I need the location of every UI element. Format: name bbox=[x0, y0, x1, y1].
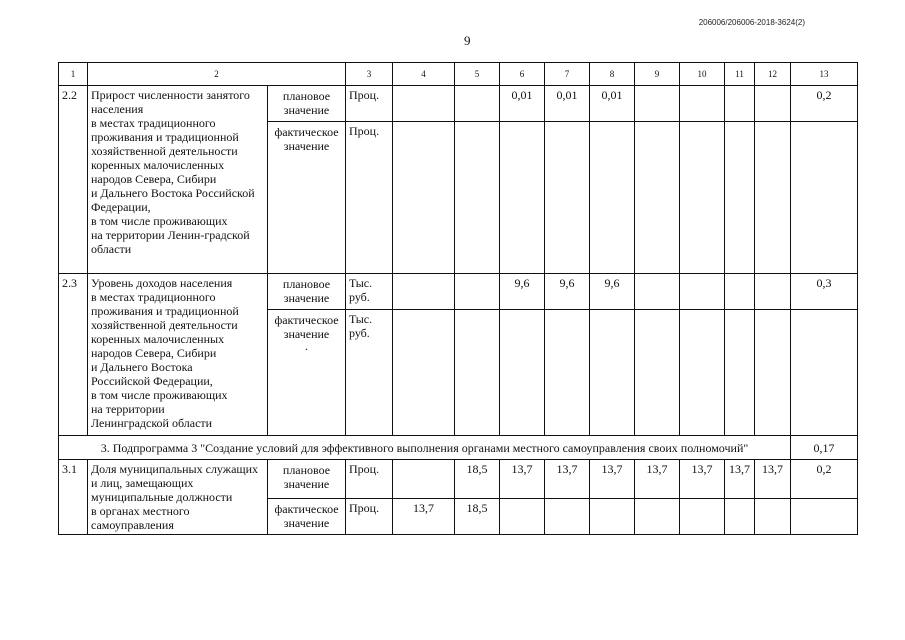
table-row bbox=[59, 86, 858, 122]
subprogram-row bbox=[59, 436, 858, 460]
value-cell bbox=[635, 274, 680, 310]
value-cell bbox=[455, 310, 500, 436]
value-cell bbox=[725, 122, 755, 274]
value-cell bbox=[393, 274, 455, 310]
row-number: 3.1 bbox=[59, 460, 88, 535]
indicator-name: Прирост численности занятого населения в местах традиционного проживания и традиционной хозяйственной деятельности коренных малочисленных народов Севера, Сибири и Дальнего Востока Российской Федерации, в том числе проживающих на территории Ленин-градской области bbox=[88, 86, 268, 274]
value-cell: 0,01 bbox=[545, 86, 590, 122]
fact-label-cell bbox=[268, 498, 346, 534]
value-cell bbox=[500, 122, 545, 274]
value-cell bbox=[635, 498, 680, 534]
value-cell bbox=[500, 498, 545, 534]
value-cell bbox=[393, 310, 455, 436]
value-cell bbox=[680, 274, 725, 310]
value-cell bbox=[500, 310, 545, 436]
value-cell bbox=[590, 498, 635, 534]
value-cell bbox=[455, 122, 500, 274]
value-cell: 13,7 bbox=[393, 498, 455, 534]
subprogram-total: 0,17 bbox=[791, 436, 858, 460]
header-row bbox=[59, 63, 858, 86]
plan-label: плановое значение bbox=[268, 274, 346, 310]
column-header: 5 bbox=[455, 63, 500, 86]
value-cell bbox=[455, 274, 500, 310]
value-cell bbox=[590, 310, 635, 436]
plan-label: плановое значение bbox=[268, 460, 346, 499]
value-cell: 13,7 bbox=[680, 460, 725, 499]
indicator-name: Доля муниципальных служащих и лиц, замещающих муниципальные должности в органах местного самоуправления bbox=[88, 460, 268, 535]
value-cell bbox=[545, 310, 590, 436]
value-cell: 9,6 bbox=[590, 274, 635, 310]
column-header: 8 bbox=[590, 63, 635, 86]
value-cell: 9,6 bbox=[545, 274, 590, 310]
total-cell: 0,2 bbox=[791, 460, 858, 499]
indicator-name: Уровень доходов населения в местах традиционного проживания и традиционной хозяйственной деятельности коренных малочисленных народов Севера, Сибири и Дальнего Востока Российской Федерации, в том числе проживающих на территории Ленинградской области bbox=[88, 274, 268, 436]
total-cell bbox=[791, 310, 858, 436]
column-header: 11 bbox=[725, 63, 755, 86]
value-cell bbox=[680, 498, 725, 534]
value-cell bbox=[393, 86, 455, 122]
value-cell bbox=[725, 310, 755, 436]
column-header: 12 bbox=[755, 63, 791, 86]
value-cell: 18,5 bbox=[455, 498, 500, 534]
value-cell: 13,7 bbox=[725, 460, 755, 499]
total-cell: 0,2 bbox=[791, 86, 858, 122]
unit-cell: Проц. bbox=[346, 86, 393, 122]
unit-cell: Проц. bbox=[346, 498, 393, 534]
table-row bbox=[59, 274, 858, 310]
value-cell: 13,7 bbox=[500, 460, 545, 499]
value-cell bbox=[755, 122, 791, 274]
fact-mark: . bbox=[305, 339, 308, 353]
value-cell bbox=[680, 86, 725, 122]
value-cell bbox=[755, 310, 791, 436]
plan-label: плановое значение bbox=[268, 86, 346, 122]
value-cell bbox=[680, 122, 725, 274]
value-cell: 13,7 bbox=[635, 460, 680, 499]
table-row bbox=[59, 460, 858, 499]
fact-label: фактическое значение bbox=[274, 313, 339, 341]
value-cell: 18,5 bbox=[455, 460, 500, 499]
fact-label: фактическое значение bbox=[274, 125, 339, 153]
fact-label: фактическое значение bbox=[274, 501, 339, 530]
value-cell bbox=[545, 122, 590, 274]
value-cell bbox=[635, 86, 680, 122]
value-cell: 0,01 bbox=[590, 86, 635, 122]
total-cell bbox=[791, 122, 858, 274]
column-header: 1 bbox=[59, 63, 88, 86]
value-cell bbox=[680, 310, 725, 436]
unit-cell: Тыс. руб. bbox=[346, 274, 393, 310]
column-header: 7 bbox=[545, 63, 590, 86]
value-cell: 13,7 bbox=[590, 460, 635, 499]
value-cell bbox=[455, 86, 500, 122]
subprogram-title: 3. Подпрограмма 3 "Создание условий для эффективного выполнения органами местного самоуправления своих полномочий" bbox=[59, 436, 791, 460]
value-cell bbox=[635, 122, 680, 274]
fact-label-cell bbox=[268, 122, 346, 274]
unit-cell: Проц. bbox=[346, 122, 393, 274]
column-header: 6 bbox=[500, 63, 545, 86]
value-cell: 0,01 bbox=[500, 86, 545, 122]
row-number: 2.2 bbox=[59, 86, 88, 274]
total-cell: 0,3 bbox=[791, 274, 858, 310]
fact-label-cell bbox=[268, 310, 346, 436]
value-cell bbox=[635, 310, 680, 436]
document-id: 206006/206006-2018-3624(2) bbox=[698, 18, 805, 27]
column-header: 2 bbox=[88, 63, 346, 86]
column-header: 13 bbox=[791, 63, 858, 86]
column-header: 9 bbox=[635, 63, 680, 86]
column-header: 10 bbox=[680, 63, 725, 86]
page-number: 9 bbox=[464, 33, 471, 48]
column-header: 3 bbox=[346, 63, 393, 86]
indicator-table bbox=[58, 62, 858, 535]
value-cell bbox=[393, 122, 455, 274]
value-cell bbox=[755, 86, 791, 122]
value-cell bbox=[725, 86, 755, 122]
value-cell bbox=[725, 274, 755, 310]
total-cell bbox=[791, 498, 858, 534]
value-cell bbox=[393, 460, 455, 499]
value-cell: 9,6 bbox=[500, 274, 545, 310]
column-header: 4 bbox=[393, 63, 455, 86]
unit-cell: Тыс. руб. bbox=[346, 310, 393, 436]
value-cell: 13,7 bbox=[545, 460, 590, 499]
value-cell bbox=[545, 498, 590, 534]
value-cell bbox=[755, 274, 791, 310]
value-cell bbox=[725, 498, 755, 534]
value-cell: 13,7 bbox=[755, 460, 791, 499]
row-number: 2.3 bbox=[59, 274, 88, 436]
value-cell bbox=[755, 498, 791, 534]
unit-cell: Проц. bbox=[346, 460, 393, 499]
value-cell bbox=[590, 122, 635, 274]
